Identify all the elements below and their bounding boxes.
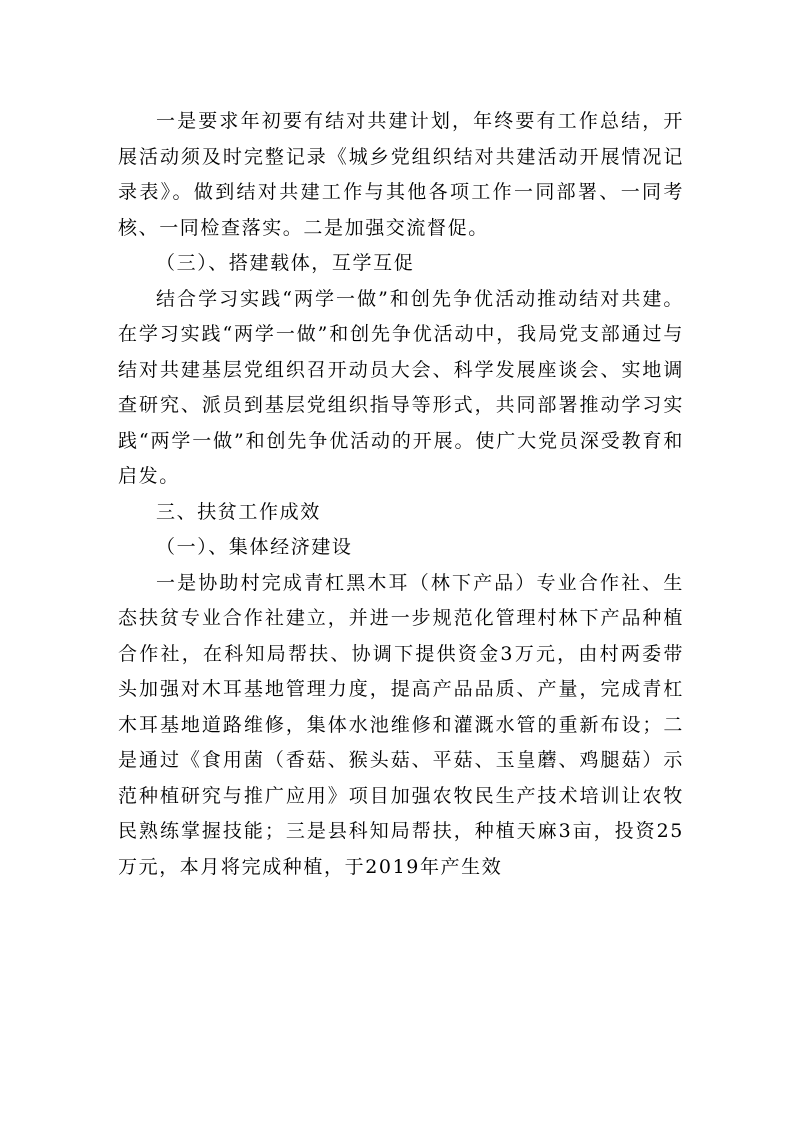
section-heading-platform: （三）、搭建载体，互学互促 — [156, 252, 415, 274]
document-body — [118, 104, 684, 885]
paragraph-study-practice: 结合学习实践“两学一做”和创先争优活动推动结对共建。在学习实践“两学一做”和创先争优活动中，我局党支部通过与结对共建基层党组织召开动员大会、科学发展座谈会、实地调查研究、派员到基层党组织指导等形式，共同部署推动学习实践“两学一做”和创先争优活动的开展。使广大党员深受教育和启发。 — [118, 287, 684, 487]
paragraph-pairing-plan: 一是要求年初要有结对共建计划，年终要有工作总结，开展活动须及时完整记录《城乡党组织结对共建活动开展情况记录表》。做到结对共建工作与其他各项工作一同部署、一同考核、一同检查落实。二是加强交流督促。 — [118, 110, 684, 239]
section-heading-poverty-results: 三、扶贫工作成效 — [156, 500, 321, 523]
section-heading-collective-economy: （一）、集体经济建设 — [156, 536, 353, 558]
paragraph-collective-economy: 一是协助村完成青杠黑木耳（林下产品）专业合作社、生态扶贫专业合作社建立，并进一步规范化管理村林下产品种植合作社，在科知局帮扶、协调下提供资金3万元，由村两委带头加强对木耳基地管理力度，提高产品品质、产量，完成青杠木耳基地道路维修，集体水池维修和灌溉水管的重新布设；二是通过《食用菌（香菇、猴头菇、平菇、玉皇蘑、鸡腿菇）示范种植研究与推广应用》项目加强农牧民生产技术培训让农牧民熟练掌握技能；三是县科知局帮扶，种植天麻3亩，投资25万元，本月将完成种植，于2019年产生效 — [118, 571, 684, 878]
